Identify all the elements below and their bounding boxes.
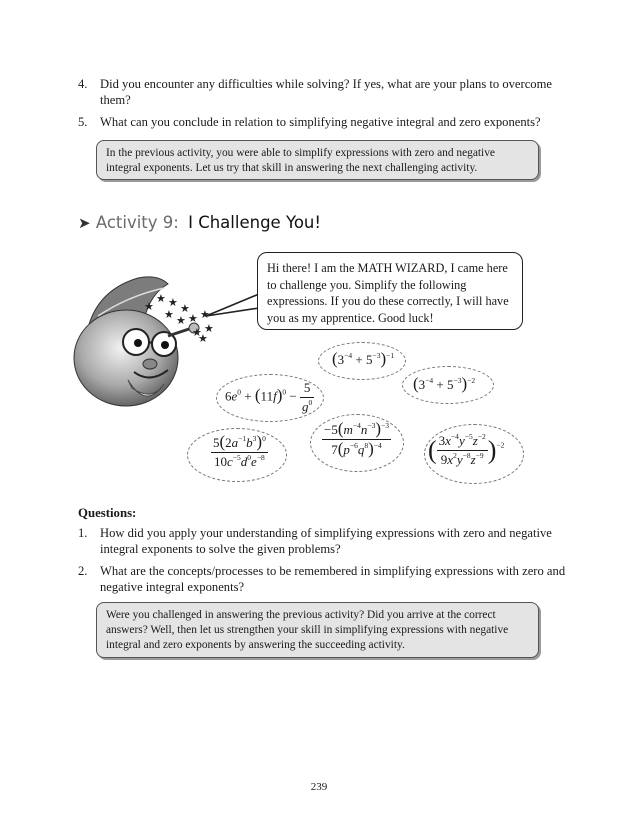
math-expression-5: $\frac{-5(m^{-4}n^{-3})^{-3}}{7(p^{-6}q^8)^{-4}}$ [324,419,390,458]
note-box-top: In the previous activity, you were able to simplify expressions with zero and negative integral exponents. Let us try that skill in answering the next challenging activity. [96,140,539,180]
question-item-2 [78,563,568,595]
activity-label: Activity 9: [95,213,179,232]
questions-heading: Questions: [78,506,137,520]
math-expression-3: $(3^{-4} + 5^{-3})^{-2}$ [413,374,476,393]
arrow-icon: ➤ [78,214,91,232]
svg-text:★: ★ [192,326,202,339]
wizard-speech-bubble: Hi there! I am the MATH WIZARD, I came here to challenge you. Simplify the following expressions. If you do these correctly, I will have you as my apprentice. Good luck! [257,252,523,330]
question-item-1 [78,525,568,557]
math-expression-6: ( $\frac{3x^{-4}y^{-5}z^{-2}}{9x^2y^{-8}z^{-9}}$ )$^{-2}$ [428,432,505,467]
question-number: 4. [78,77,88,91]
question-item-4 [78,76,568,108]
svg-text:★: ★ [168,296,178,309]
question-text: Did you encounter any difficulties while solving? If yes, what are your plans to overcome them? [100,77,552,107]
math-expression-1: $(3^{-4} + 5^{-3})^{-1}$ [332,349,395,368]
bottom-questions-list [78,525,568,601]
svg-text:★: ★ [164,308,174,321]
speech-bubble-tail [204,290,260,324]
activity-title: I Challenge You! [188,213,321,232]
question-text: What can you conclude in relation to simplifying negative integral and zero exponents? [100,115,541,129]
math-expression-4: $\frac{5(2a^{-1}b^3)^0}{10c^{-5}d^0e^{-8}}$ [213,432,266,469]
svg-text:★: ★ [144,300,154,313]
svg-text:★: ★ [156,292,166,305]
question-number: 2. [78,564,88,578]
math-expression-2: $6e^0 + (11f)^0$ − $\frac{5}{g^0}$ [225,380,313,414]
svg-text:★: ★ [180,302,190,315]
note-box-bottom: Were you challenged in answering the previous activity? Did you arrive at the correct answers? Well, then let us strengthen your skill in simplifying expressions with negative integral and zero exponents by answering the succeeding activity. [96,602,539,658]
svg-text:★: ★ [188,312,198,325]
question-number: 1. [78,526,88,540]
question-text: How did you apply your understanding of simplifying expressions with zero and negative integral exponents to solve the given problems? [100,526,552,556]
top-questions-list [78,76,568,136]
activity-heading [78,212,321,234]
question-text: What are the concepts/processes to be remembered in simplifying expressions with zero and negative integral exponents? [100,564,566,594]
question-item-5 [78,114,568,130]
svg-text:★: ★ [200,308,210,321]
svg-text:★: ★ [198,332,208,345]
page-number: 239 [310,781,328,793]
svg-text:★: ★ [204,322,214,335]
question-number: 5. [78,115,88,129]
svg-text:★: ★ [176,314,186,327]
